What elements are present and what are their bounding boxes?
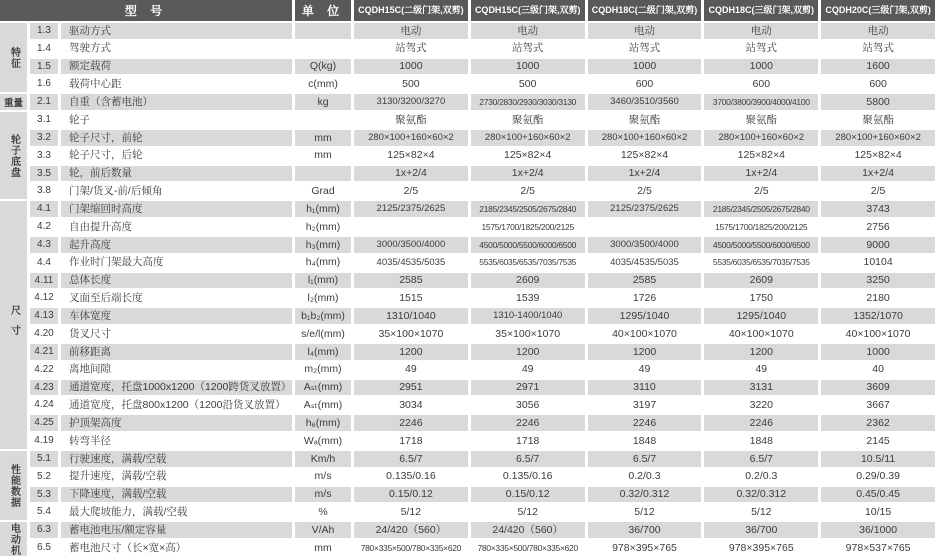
cell-value: 36/700 <box>704 522 818 538</box>
row-number: 4.11 <box>30 273 58 289</box>
cell-value: 1575/1700/1825/200/2125 <box>715 221 808 232</box>
cell-value: 280×100+160×60×2 <box>821 130 935 146</box>
cell-value: 电动 <box>704 23 818 39</box>
row-number: 4.20 <box>34 328 54 340</box>
cell-value: 6.5/7 <box>354 451 468 467</box>
row-label: 车体宽度 <box>61 308 292 324</box>
cell-value: 6.5/7 <box>704 451 818 467</box>
cell-value: 600 <box>635 78 654 91</box>
cell-value: 3110 <box>588 380 702 396</box>
cell-value: 280×100+160×60×2 <box>354 130 468 146</box>
category-6 <box>0 522 27 556</box>
cell-value: 125×82×4 <box>620 149 669 162</box>
cell-value: 600 <box>752 78 771 91</box>
cell-value: 电动 <box>471 23 585 39</box>
cell-value: 49 <box>521 363 534 376</box>
cell-value: 3131 <box>704 380 818 396</box>
row-label: 总体长度 <box>61 273 292 289</box>
cell-value: 2246 <box>354 415 468 431</box>
row-number: 2.1 <box>30 94 58 110</box>
cell-value: 5535/6035/6535/7035/7535 <box>712 257 810 268</box>
cell-value: 2185/2345/2505/2675/2840 <box>471 201 585 217</box>
cell-value: 2145 <box>866 434 890 447</box>
category-label: 轮子底盘 <box>8 133 20 178</box>
cell-value: 2246 <box>471 415 585 431</box>
model-header-3: CQDH18C(二级门架,双剪) <box>588 0 702 21</box>
cell-value: 24/420（560） <box>471 522 585 538</box>
cell-value: 1352/1070 <box>821 308 935 324</box>
row-number: 1.4 <box>37 42 51 54</box>
cell-value: 2125/2375/2625 <box>354 201 468 217</box>
row-unit: mm <box>314 541 332 554</box>
model-header-2: CQDH15C(三级门架,双剪) <box>471 0 585 21</box>
row-label: 离地间隙 <box>69 363 111 376</box>
row-number: 5.2 <box>37 470 51 482</box>
cell-value: 10/15 <box>864 506 892 519</box>
row-unit: kg <box>295 94 351 110</box>
cell-value: 4035/4535/5035 <box>610 256 679 268</box>
cell-value: 125×82×4 <box>504 149 552 162</box>
row-unit: Km/h <box>295 451 351 467</box>
category-2 <box>0 94 27 110</box>
row-number: 4.1 <box>30 201 58 217</box>
row-label: 轮子 <box>69 113 90 126</box>
row-unit: h₆(mm) <box>295 415 351 431</box>
row-number: 4.24 <box>34 399 54 411</box>
row-label: 前移距离 <box>61 344 292 360</box>
cell-value: 0.135/0.16 <box>386 470 436 483</box>
row-number: 4.23 <box>30 380 58 396</box>
cell-value: 3609 <box>821 380 935 396</box>
cell-value: 10.5/11 <box>821 451 935 467</box>
category-5 <box>0 451 27 520</box>
cell-value: 1x+2/4 <box>704 166 818 182</box>
row-unit: Aₛₜ(mm) <box>303 399 343 412</box>
category-label: 电动机 <box>8 522 20 556</box>
model-header-5: CQDH20C(三级门架,双剪) <box>821 0 935 21</box>
cell-value: 40×100×1070 <box>612 327 677 340</box>
cell-value: 1718 <box>399 434 423 447</box>
cell-value: 978×537×765 <box>845 541 911 554</box>
cell-value: 40×100×1070 <box>728 327 794 340</box>
cell-value: 2971 <box>471 380 585 396</box>
row-number: 5.3 <box>30 487 58 503</box>
cell-value: 600 <box>869 78 887 91</box>
row-number: 1.5 <box>30 59 58 75</box>
cell-value: 3000/3500/4000 <box>354 237 468 253</box>
row-label: 行驶速度，满载/空载 <box>61 451 292 467</box>
row-unit: % <box>318 506 328 519</box>
cell-value: 40×100×1070 <box>845 327 911 340</box>
cell-value: 0.32/0.312 <box>704 487 818 503</box>
row-unit: h₄(mm) <box>305 256 341 269</box>
cell-value: 1310/1040 <box>354 308 468 324</box>
row-label: 护顶架高度 <box>61 415 292 431</box>
row-unit: m/s <box>295 487 351 503</box>
row-number: 3.5 <box>30 166 58 182</box>
cell-value: 1000 <box>821 344 935 360</box>
category-label: 重量 <box>3 98 23 110</box>
cell-value: 0.2/0.3 <box>745 470 778 483</box>
cell-value: 1718 <box>516 434 540 447</box>
cell-value: 36/700 <box>588 522 702 538</box>
category-4 <box>0 201 27 449</box>
cell-value: 3056 <box>516 399 540 412</box>
cell-value: 电动 <box>588 23 702 39</box>
cell-value: 1848 <box>632 434 657 447</box>
cell-value: 2951 <box>354 380 468 396</box>
row-number: 3.2 <box>30 130 58 146</box>
cell-value: 0.29/0.39 <box>856 470 900 483</box>
cell-value: 站驾式 <box>628 42 661 55</box>
cell-value: 5800 <box>821 94 935 110</box>
cell-value <box>588 219 702 235</box>
cell-value: 2609 <box>704 273 818 289</box>
cell-value: 280×100+160×60×2 <box>704 130 818 146</box>
row-number: 5.4 <box>37 506 51 518</box>
model-header-1: CQDH15C(二级门架,双剪) <box>354 0 468 21</box>
row-number: 4.19 <box>34 435 54 447</box>
cell-value: 5535/6035/6535/7035/7535 <box>479 257 577 268</box>
cell-value: 4500/5000/5500/6000/6500 <box>471 237 585 253</box>
row-unit: V/Ah <box>295 522 351 538</box>
row-unit <box>295 166 351 182</box>
cell-value: 280×100+160×60×2 <box>471 130 585 146</box>
cell-value: 125×82×4 <box>737 149 785 162</box>
row-label: 蓄电池电压/额定容量 <box>61 522 292 538</box>
cell-value: 1000 <box>704 59 818 75</box>
row-unit: Q(kg) <box>295 59 351 75</box>
cell-value: 站驾式 <box>511 42 544 55</box>
cell-value: 2730/2830/2930/3030/3130 <box>471 94 585 110</box>
cell-value: 2609 <box>471 273 585 289</box>
cell-value: 4035/4535/5035 <box>376 256 446 268</box>
row-label: 蓄电池尺寸（长×宽×高） <box>69 541 187 554</box>
model-header-4: CQDH18C(三级门架,双剪) <box>704 0 818 21</box>
cell-value: 0.45/0.45 <box>821 487 935 503</box>
row-label: 起升高度 <box>61 237 292 253</box>
cell-value: 4500/5000/5500/6000/6500 <box>704 237 818 253</box>
cell-value: 2/5 <box>753 185 769 198</box>
category-label: 特征 <box>8 46 20 69</box>
cell-value: 3034 <box>399 399 423 412</box>
category-label: 性能数据 <box>8 463 20 508</box>
cell-value: 站驾式 <box>745 42 778 55</box>
cell-value: 2125/2375/2625 <box>588 201 702 217</box>
cell-value: 3743 <box>821 201 935 217</box>
cell-value: 2756 <box>866 220 890 233</box>
cell-value: 5/12 <box>751 506 772 519</box>
cell-value: 聚氨酯 <box>511 113 544 126</box>
cell-value: 1x+2/4 <box>471 166 585 182</box>
row-unit: mm <box>314 149 332 162</box>
cell-value: 3000/3500/4000 <box>588 237 702 253</box>
row-label: 轮，前后数量 <box>61 166 292 182</box>
row-number: 4.21 <box>30 344 58 360</box>
cell-value: 6.5/7 <box>471 451 585 467</box>
row-number: 5.1 <box>30 451 58 467</box>
cell-value: 1200 <box>354 344 468 360</box>
cell-value: 125×82×4 <box>854 149 902 162</box>
cell-value: 35×100×1070 <box>495 327 561 340</box>
row-number: 4.4 <box>37 256 51 268</box>
cell-value: 2185/2345/2505/2675/2840 <box>704 201 818 217</box>
cell-value: 1000 <box>471 59 585 75</box>
cell-value: 2/5 <box>637 185 652 198</box>
cell-value: 3130/3200/3270 <box>354 94 468 110</box>
row-number: 4.13 <box>30 308 58 324</box>
row-unit: h₁(mm) <box>295 201 351 217</box>
cell-value: 1x+2/4 <box>354 166 468 182</box>
row-label: 提升速度，满载/空载 <box>69 470 167 483</box>
category-3 <box>0 112 27 199</box>
cell-value: 2/5 <box>870 185 886 198</box>
row-number: 4.3 <box>30 237 58 253</box>
row-label: 轮子尺寸，后轮 <box>69 149 143 162</box>
row-number: 4.12 <box>34 292 54 304</box>
row-number: 4.2 <box>37 221 51 233</box>
unit-column-header: 单 位 <box>295 0 351 21</box>
cell-value: 5/12 <box>517 506 538 519</box>
row-unit: l₁(mm) <box>295 273 351 289</box>
cell-value: 3250 <box>821 273 935 289</box>
cell-value: 978×395×765 <box>612 541 677 554</box>
cell-value: 3197 <box>632 399 657 412</box>
cell-value: 1848 <box>749 434 773 447</box>
cell-value: 0.2/0.3 <box>628 470 661 483</box>
row-unit <box>295 23 351 39</box>
cell-value: 49 <box>638 363 651 376</box>
cell-value: 0.32/0.312 <box>588 487 702 503</box>
cell-value: 3220 <box>749 399 773 412</box>
row-unit: mm <box>295 130 351 146</box>
row-label: 下降速度，满载/空载 <box>61 487 292 503</box>
cell-value: 2/5 <box>520 185 535 198</box>
cell-value: 2246 <box>704 415 818 431</box>
cell-value: 1x+2/4 <box>821 166 935 182</box>
row-label: 货叉尺寸 <box>69 327 111 340</box>
cell-value: 1750 <box>749 292 773 305</box>
row-label: 门架缩回时高度 <box>61 201 292 217</box>
cell-value: 1600 <box>821 59 935 75</box>
row-number: 6.3 <box>30 522 58 538</box>
cell-value: 978×395×765 <box>728 541 794 554</box>
row-unit: c(mm) <box>308 78 338 91</box>
row-label: 驾驶方式 <box>69 42 111 55</box>
cell-value: 2585 <box>588 273 702 289</box>
cell-value: 聚氨酯 <box>745 113 778 126</box>
cell-value: 49 <box>405 363 417 376</box>
row-number: 3.8 <box>37 185 51 197</box>
cell-value: 2362 <box>821 415 935 431</box>
row-unit: h₂(mm) <box>305 220 341 233</box>
row-label: 通道宽度，托盘1000x1200（1200跨货叉放置） <box>61 380 292 396</box>
cell-value: 280×100+160×60×2 <box>588 130 702 146</box>
cell-value: 电动 <box>821 23 935 39</box>
cell-value: 24/420（560） <box>354 522 468 538</box>
cell-value: 780×335×500/780×335×620 <box>477 542 578 553</box>
model-column-header: 型 号 <box>0 0 292 21</box>
cell-value: 3667 <box>866 399 890 412</box>
row-unit: b₁b₂(mm) <box>295 308 351 324</box>
row-label: 额定载荷 <box>61 59 292 75</box>
row-label: 自由提升高度 <box>69 220 132 233</box>
cell-value: 2180 <box>866 292 890 305</box>
cell-value: 1000 <box>588 59 702 75</box>
cell-value: 电动 <box>354 23 468 39</box>
row-label: 作业时门架最大高度 <box>69 256 164 269</box>
row-unit: Grad <box>311 185 335 198</box>
cell-value: 125×82×4 <box>387 149 435 162</box>
row-unit: m/s <box>314 470 332 483</box>
cell-value: 1200 <box>704 344 818 360</box>
row-label: 轮子尺寸，前轮 <box>61 130 292 146</box>
cell-value: 站驾式 <box>395 42 427 55</box>
cell-value: 0.15/0.12 <box>354 487 468 503</box>
cell-value: 49 <box>755 363 768 376</box>
cell-value: 5/12 <box>634 506 655 519</box>
cell-value: 3460/3510/3560 <box>588 94 702 110</box>
row-label: 驱动方式 <box>61 23 292 39</box>
cell-value: 0.135/0.16 <box>502 470 553 483</box>
row-unit: l₄(mm) <box>295 344 351 360</box>
row-unit: Wₐ(mm) <box>303 434 343 447</box>
cell-value: 0.15/0.12 <box>471 487 585 503</box>
cell-value: 2585 <box>354 273 468 289</box>
cell-value: 聚氨酯 <box>395 113 427 126</box>
cell-value: 聚氨酯 <box>628 113 661 126</box>
cell-value: 3700/3800/3900/4000/4100 <box>704 94 818 110</box>
row-number: 4.22 <box>34 363 54 375</box>
cell-value: 9000 <box>821 237 935 253</box>
cell-value: 780×335×500/780×335×620 <box>360 542 462 553</box>
cell-value: 35×100×1070 <box>378 327 444 340</box>
row-unit: l₂(mm) <box>307 292 339 305</box>
category-label: 尺寸 <box>8 305 20 346</box>
cell-value: 2/5 <box>403 185 419 198</box>
row-number: 1.3 <box>30 23 58 39</box>
cell-value: 1295/1040 <box>704 308 818 324</box>
row-unit <box>295 112 351 128</box>
cell-value: 1200 <box>471 344 585 360</box>
cell-value: 1000 <box>354 59 468 75</box>
cell-value: 10104 <box>863 256 893 269</box>
row-number: 3.3 <box>37 149 51 161</box>
cell-value: 1726 <box>632 292 657 305</box>
cell-value: 站驾式 <box>862 42 894 55</box>
row-label: 最大爬坡能力，满载/空载 <box>69 506 188 519</box>
cell-value: 1x+2/4 <box>588 166 702 182</box>
row-unit: m₂(mm) <box>304 363 342 376</box>
category-1 <box>0 23 27 92</box>
cell-value: 2246 <box>588 415 702 431</box>
row-label: 转弯半径 <box>69 434 111 447</box>
row-unit: Aₛₜ(mm) <box>295 380 351 396</box>
row-label: 门架/货叉-前/后倾角 <box>69 185 163 198</box>
cell-value: 1575/1700/1825/200/2125 <box>481 221 574 232</box>
cell-value: 5/12 <box>400 506 422 519</box>
row-label: 叉面至后端长度 <box>69 292 143 305</box>
row-label: 通道宽度，托盘800x1200（1200沿货叉放置） <box>69 399 286 412</box>
row-unit: h₃(mm) <box>295 237 351 253</box>
cell-value: 1539 <box>516 292 540 305</box>
cell-value: 40 <box>872 363 884 376</box>
cell-value: 1295/1040 <box>588 308 702 324</box>
row-number: 3.1 <box>37 114 51 126</box>
cell-value: 6.5/7 <box>588 451 702 467</box>
row-label: 载荷中心距 <box>69 78 122 91</box>
row-unit <box>295 41 351 57</box>
row-unit: s/e/l(mm) <box>301 327 345 340</box>
cell-value <box>354 219 468 235</box>
cell-value: 1310-1400/1040 <box>471 308 585 324</box>
row-number: 6.5 <box>37 542 51 554</box>
cell-value: 1200 <box>588 344 702 360</box>
row-number: 4.25 <box>30 415 58 431</box>
row-number: 1.6 <box>37 78 51 90</box>
cell-value: 1515 <box>399 292 423 305</box>
cell-value: 500 <box>402 78 420 91</box>
row-label: 自重（含蓄电池） <box>61 94 292 110</box>
cell-value: 聚氨酯 <box>862 113 894 126</box>
cell-value: 36/1000 <box>821 522 935 538</box>
cell-value: 500 <box>518 78 537 91</box>
